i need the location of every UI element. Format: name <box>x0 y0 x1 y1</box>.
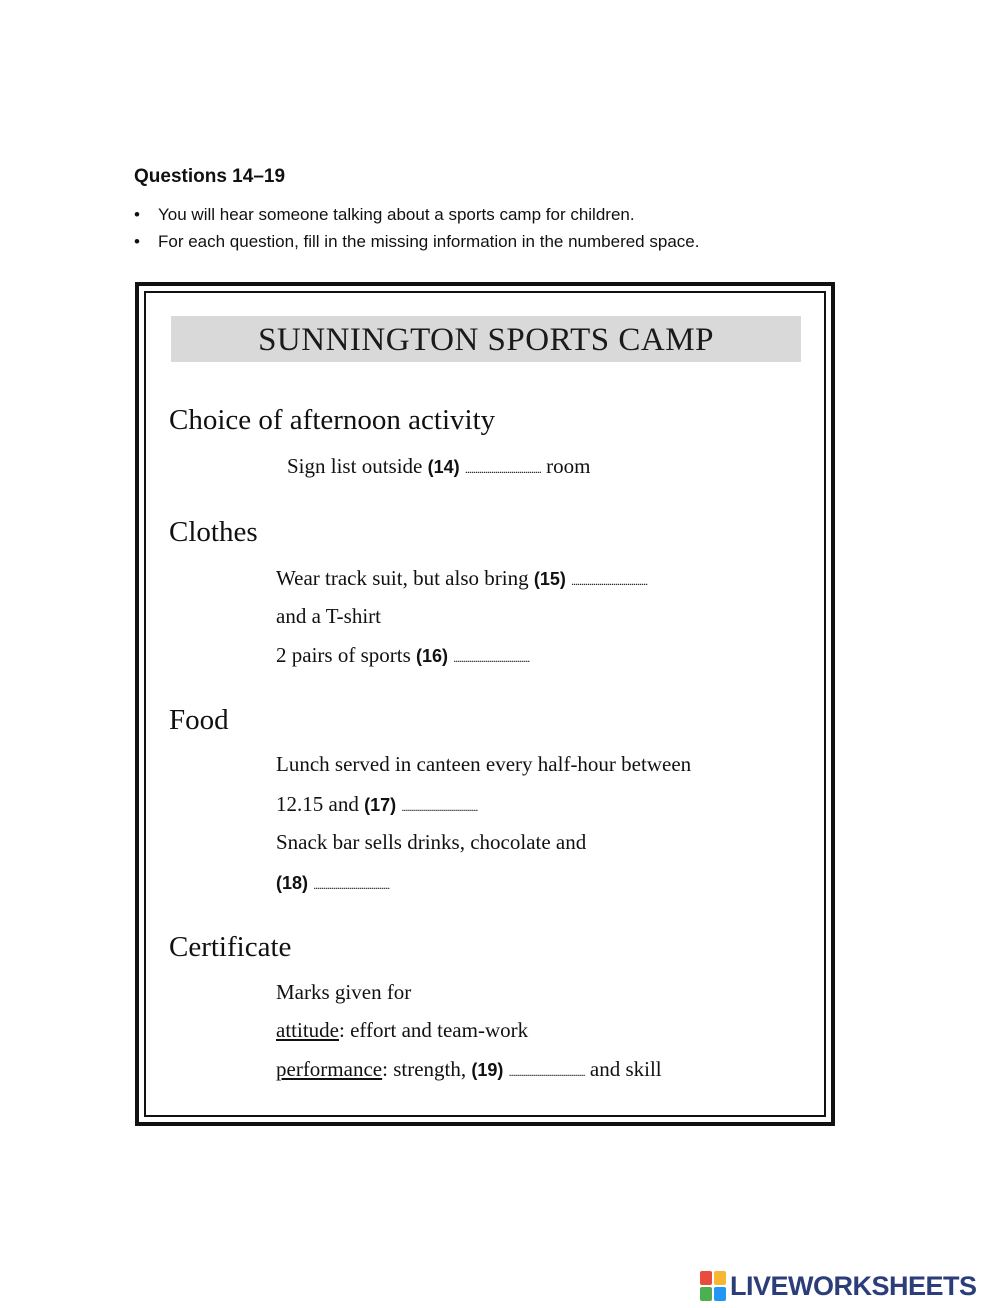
form-frame <box>135 282 835 1126</box>
activity-text: Sign list outside <box>287 454 423 478</box>
instruction-item <box>134 231 699 258</box>
food-line-1: Lunch served in canteen every half-hour between <box>276 752 692 776</box>
term-performance: performance <box>276 1057 383 1081</box>
section-heading-activity: Choice of afternoon activity <box>169 404 496 436</box>
certificate-text-end: and skill <box>589 1057 662 1081</box>
answer-blank-19[interactable]: ...................................... <box>508 1065 585 1079</box>
instruction-item <box>134 204 699 231</box>
logo-text: LIVEWORKSHEETS <box>730 1270 977 1301</box>
clothes-text: 2 pairs of sports <box>276 643 411 667</box>
certificate-line-1: Marks given for <box>276 980 412 1004</box>
answer-blank-17[interactable]: ...................................... <box>401 800 478 814</box>
food-text: 12.15 and <box>276 792 359 816</box>
liveworksheets-logo[interactable] <box>700 1268 977 1304</box>
certificate-line-2 <box>276 1018 528 1043</box>
food-line-3: Snack bar sells drinks, chocolate and <box>276 830 587 854</box>
clothes-text: Wear track suit, but also bring <box>276 566 529 590</box>
bullet-icon: • <box>134 205 140 224</box>
term-attitude: attitude <box>276 1018 339 1042</box>
section-heading-clothes: Clothes <box>169 516 258 548</box>
food-line-4 <box>276 870 389 895</box>
clothes-line-1 <box>276 566 647 591</box>
instruction-text: You will hear someone talking about a sports camp for children. <box>158 205 635 224</box>
answer-blank-18[interactable]: ...................................... <box>313 878 390 892</box>
answer-blank-15[interactable]: ...................................... <box>571 574 648 588</box>
instruction-text: For each question, fill in the missing information in the numbered space. <box>158 232 700 251</box>
question-number-18: (18) <box>276 873 309 893</box>
questions-heading: Questions 14–19 <box>134 166 286 187</box>
section-heading-food: Food <box>169 704 229 736</box>
question-number-15: (15) <box>533 569 566 589</box>
activity-text-end: room <box>546 454 591 478</box>
bullet-icon: • <box>134 232 140 251</box>
certificate-text: : effort and team-work <box>338 1018 529 1042</box>
section-heading-certificate: Certificate <box>169 931 292 963</box>
instructions-list <box>134 204 699 258</box>
logo-mark-icon <box>700 1271 726 1301</box>
question-number-19: (19) <box>471 1060 504 1080</box>
clothes-line-2: and a T-shirt <box>276 604 381 628</box>
question-number-14: (14) <box>427 457 460 477</box>
certificate-line-3 <box>276 1057 662 1082</box>
certificate-text: : strength, <box>382 1057 467 1081</box>
activity-line <box>287 454 590 479</box>
food-line-2 <box>276 792 477 817</box>
answer-blank-16[interactable]: ...................................... <box>453 651 530 665</box>
clothes-line-3 <box>276 643 529 668</box>
answer-blank-14[interactable]: ...................................... <box>464 462 541 476</box>
question-number-16: (16) <box>416 646 449 666</box>
form-title: SUNNINGTON SPORTS CAMP <box>171 316 801 362</box>
question-number-17: (17) <box>364 795 397 815</box>
